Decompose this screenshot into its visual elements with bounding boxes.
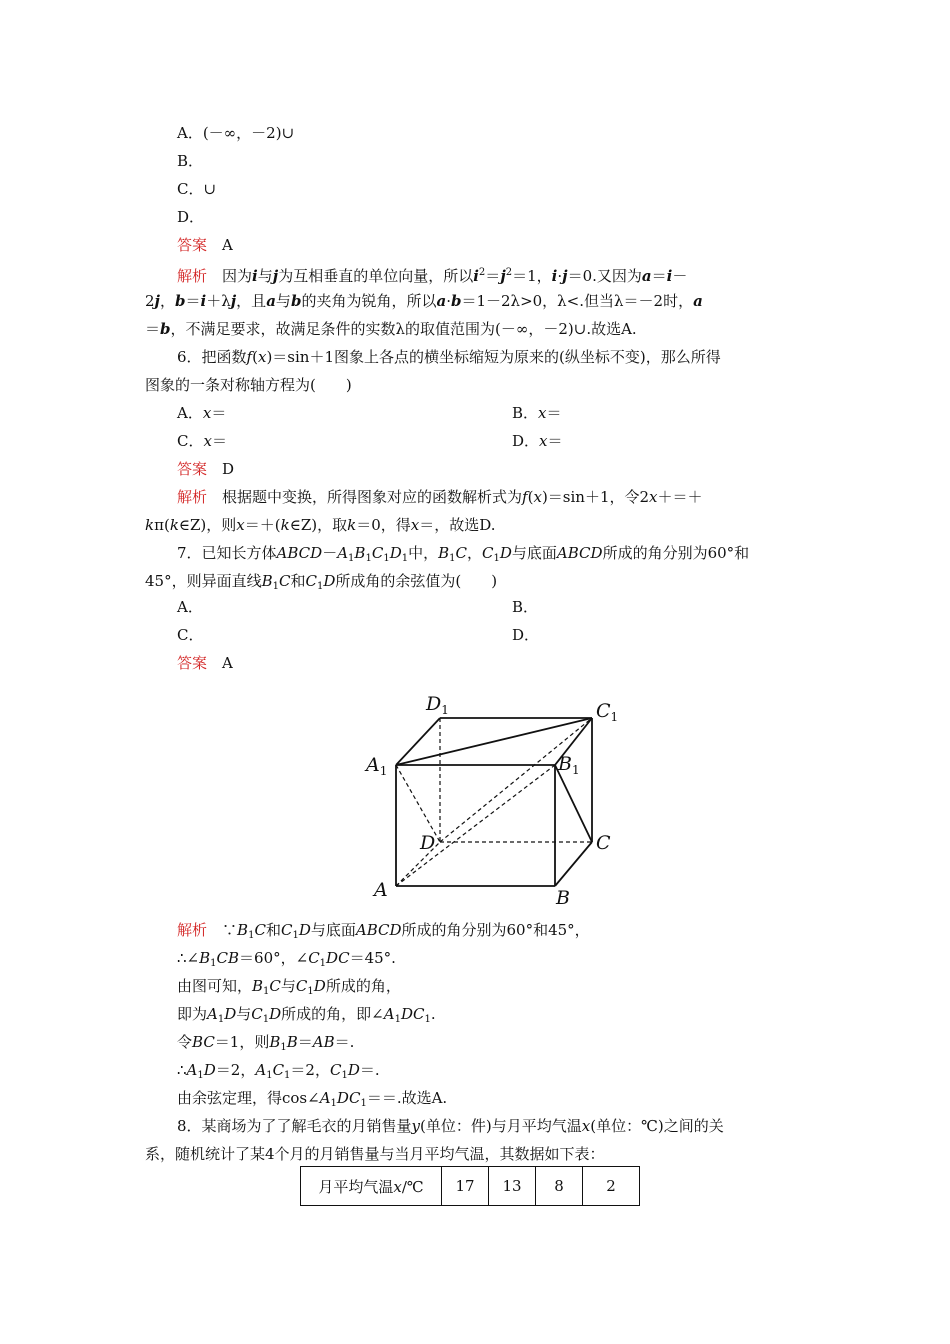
q8-stem-line-1 (177, 1116, 724, 1136)
text: ＝ (485, 267, 501, 285)
var: C (482, 544, 494, 562)
text: (单位：℃)之间的关 (590, 1117, 724, 1135)
q5-option-c: C．∪ (177, 180, 217, 198)
text: /℃ (401, 1177, 424, 1196)
q6-stem-line-2: 图象的一条对称轴方程为( ) (145, 376, 352, 394)
cuboid-figure (360, 686, 630, 908)
subscript: 1 (360, 1098, 367, 1109)
text: ，且 (236, 292, 267, 310)
q5-analysis-line-1 (177, 263, 687, 286)
text: ＝. (334, 1033, 355, 1051)
text: ＝，故选D. (419, 516, 496, 534)
q5-option-d: D． (177, 208, 205, 226)
label-b: B (556, 887, 570, 908)
q6-option-b (512, 403, 562, 423)
vector-b: b (290, 292, 302, 310)
table-row (301, 1167, 640, 1206)
text: ＝1， (512, 267, 552, 285)
label-c: C (596, 832, 611, 854)
text: ＝2， (290, 1061, 330, 1079)
q7-analysis-line-4 (177, 1004, 436, 1030)
table-header (301, 1167, 442, 1206)
var: D (298, 921, 311, 939)
text: 与 (275, 292, 291, 310)
var: C (269, 977, 281, 995)
var: A (383, 1005, 395, 1023)
var: C (251, 1005, 263, 1023)
var: D (313, 977, 326, 995)
subscript: 1 (197, 1070, 204, 1081)
text: ＝0.又因为 (567, 267, 642, 285)
q6-analysis-line-1 (177, 487, 703, 507)
q5-answer (177, 235, 233, 255)
superscript: 2 (478, 267, 486, 278)
label-c1: $C_1$ (596, 700, 619, 724)
var-x: x (581, 1117, 591, 1135)
subscript: 1 (248, 930, 255, 941)
var: B (354, 544, 366, 562)
analysis-label: 解析 (177, 267, 208, 285)
text: ∴∠ (177, 949, 200, 967)
q7-analysis-line-3 (177, 976, 401, 1002)
subscript: 1 (217, 1014, 225, 1025)
var: ABCD (276, 544, 323, 562)
q7-option-d: D． (512, 626, 540, 644)
text: ∈Z)，则 (178, 516, 237, 534)
vector-b: b (175, 292, 186, 310)
subscript: 1 (210, 958, 217, 969)
var: C (254, 921, 266, 939)
vector-i: i (666, 267, 673, 285)
text: ＝ (185, 292, 201, 310)
text: 8．某商场为了了解毛衣的月销售量 (177, 1117, 412, 1135)
text: ＝. (359, 1061, 380, 1079)
subscript: 1 (394, 1014, 401, 1025)
text: － (672, 267, 688, 285)
var: B (269, 1033, 281, 1051)
text: ∴ (177, 1061, 187, 1079)
q7-analysis-line-2 (177, 948, 396, 974)
table-cell: 17 (442, 1167, 489, 1206)
text: 所成的角分别为60°和 (602, 544, 750, 562)
vector-a: a (693, 292, 703, 310)
var: C (305, 572, 317, 590)
text: 因为 (222, 267, 253, 285)
q7-option-c: C． (177, 626, 204, 644)
text: 所成的角，即∠ (281, 1005, 384, 1023)
edge-bc (555, 842, 592, 886)
func-f: f (246, 348, 253, 366)
label-b1: $B_1$ (558, 753, 580, 777)
q7-option-b: B． (512, 598, 539, 616)
text: 根据题中变换，所得图象对应的函数解析式为 (222, 488, 523, 506)
vector-i: i (551, 267, 558, 285)
vector-j: j (562, 267, 568, 285)
text: ( (252, 348, 258, 366)
text: ＝ (145, 320, 161, 338)
text: 由余弦定理，得cos∠ (177, 1089, 320, 1107)
text: 和 (290, 572, 306, 590)
var: C (280, 921, 293, 939)
subscript: 1 (424, 1014, 431, 1025)
subscript: 1 (341, 1070, 348, 1081)
subscript: 1 (401, 553, 409, 564)
var: B (252, 977, 264, 995)
var: DC (336, 1089, 361, 1107)
text: )＝sin＋1，令2 (541, 488, 650, 506)
var: BC (192, 1033, 215, 1051)
table-cell: 2 (583, 1167, 640, 1206)
q7-option-a: A． (177, 598, 203, 616)
q6-stem-line-1 (177, 347, 721, 367)
text: ， (159, 292, 175, 310)
text: 中， (408, 544, 439, 562)
var: ABCD (355, 921, 402, 939)
dot: · (557, 267, 563, 285)
var: A (337, 544, 349, 562)
q5-analysis-line-2 (145, 291, 703, 311)
var: A (207, 1005, 218, 1023)
var: C (295, 977, 308, 995)
vector-i: i (200, 292, 207, 310)
text: 与底面 (310, 921, 356, 939)
text: ＝ (546, 404, 562, 422)
table-cell: 13 (489, 1167, 536, 1206)
text: ＝2， (215, 1061, 256, 1079)
q5-analysis-line-3 (145, 319, 637, 339)
q5-option-a: A．(－∞，－2)∪ (177, 124, 295, 142)
subscript: 1 (307, 986, 314, 997)
subscript: 1 (365, 553, 372, 564)
var-x: x (393, 1177, 402, 1196)
q7-stem-line-2 (145, 571, 497, 597)
text: 所成的角， (325, 977, 401, 995)
var-k: k (280, 516, 290, 534)
var-x: x (410, 516, 420, 534)
q7-analysis-line-7 (177, 1088, 447, 1114)
var: A (255, 1061, 267, 1079)
dot: · (446, 292, 451, 310)
text: ＝ (547, 432, 563, 450)
var: DC (326, 949, 350, 967)
text: 与 (236, 1005, 252, 1023)
q6-analysis-line-2 (145, 515, 495, 535)
var-x: x (203, 432, 212, 450)
var: B (237, 921, 249, 939)
text: 与底面 (511, 544, 557, 562)
answer-label: 答案 (177, 460, 208, 478)
text: 的夹角为锐角，所以 (301, 292, 437, 310)
q6-option-c (177, 431, 227, 451)
subscript: 1 (280, 1042, 287, 1053)
var: C (308, 949, 320, 967)
var: B (286, 1033, 298, 1051)
var-x: x (236, 516, 245, 534)
var: C (455, 544, 467, 562)
label-d1: $D_1$ (426, 693, 449, 717)
answer-value: A (222, 654, 233, 672)
text: 与 (280, 977, 296, 995)
vector-j: j (230, 292, 237, 310)
var: C (371, 544, 384, 562)
label-d: D (420, 832, 436, 854)
var: C (279, 572, 291, 590)
vector-a: a (266, 292, 276, 310)
label-a1: $A_1$ (366, 754, 388, 778)
text: ＝ (211, 432, 227, 450)
text: 月平均气温 (318, 1177, 394, 1196)
text: 2 (145, 292, 155, 310)
var-x: x (649, 488, 658, 506)
var: D (203, 1061, 216, 1079)
subscript: 1 (262, 1014, 270, 1025)
q7-analysis-line-6 (177, 1060, 380, 1086)
hidden-diagonal-ab1 (396, 765, 555, 886)
text: π( (154, 516, 170, 534)
q7-analysis-line-1 (177, 920, 590, 946)
text: 令 (177, 1033, 193, 1051)
var: AB (312, 1033, 335, 1051)
text: )＝sin＋1图象上各点的横坐标缩短为原来的(纵坐标不变)，那么所得 (266, 348, 721, 366)
text: (单位：件)与月平均气温 (420, 1117, 582, 1135)
data-table (300, 1166, 640, 1206)
subscript: 1 (330, 1098, 337, 1109)
var: C (329, 1061, 342, 1079)
var: B (199, 949, 211, 967)
answer-label: 答案 (177, 654, 208, 672)
var: D (224, 1005, 237, 1023)
text: 所成的角分别为60°和45°， (401, 921, 590, 939)
var: ABCD (556, 544, 603, 562)
var-x: x (539, 432, 548, 450)
text: 为互相垂直的单位向量，所以 (278, 267, 474, 285)
superscript: 2 (505, 267, 513, 278)
var-x: x (538, 404, 547, 422)
vector-i: i (252, 267, 258, 285)
text: － (322, 544, 338, 562)
text: 7．已知长方体 (177, 544, 277, 562)
text: . (430, 1005, 436, 1023)
var-k: k (347, 516, 357, 534)
subscript: 1 (263, 986, 270, 997)
text: ＝ (651, 267, 667, 285)
vector-i: i (473, 267, 479, 285)
q6-answer (177, 459, 234, 479)
var-k: k (169, 516, 179, 534)
var: DC (400, 1005, 425, 1023)
text: ＋λ (206, 292, 231, 310)
text: ，不满足要求，故满足条件的实数λ的取值范围为(－∞，－2)∪.故选A. (170, 320, 637, 338)
subscript: 1 (272, 581, 279, 592)
answer-value: D (222, 460, 235, 478)
subscript: 1 (266, 1070, 273, 1081)
table-cell: 8 (536, 1167, 583, 1206)
var: D (269, 1005, 282, 1023)
text: 45°，则异面直线 (145, 572, 262, 590)
text: ( (527, 488, 534, 506)
subscript: 1 (493, 553, 500, 564)
vector-j: j (272, 267, 279, 285)
var-k: k (145, 516, 155, 534)
vector-a: a (436, 292, 447, 310)
subscript: 1 (383, 553, 390, 564)
text: ＝1－2λ>0，λ<.但当λ＝－2时， (461, 292, 694, 310)
text: 6．把函数 (177, 348, 247, 366)
var: A (186, 1061, 198, 1079)
label-a: A (374, 879, 388, 901)
var-x: x (202, 404, 212, 422)
var: C (272, 1061, 285, 1079)
text: ＝ (297, 1033, 313, 1051)
text: ＝ (211, 404, 227, 422)
hidden-diagonal-a1d (396, 765, 440, 842)
var: CB (216, 949, 240, 967)
edge-a1d1 (396, 718, 440, 765)
func-f: f (522, 488, 528, 506)
subscript: 1 (319, 958, 327, 969)
text: ， (467, 544, 483, 562)
analysis-label: 解析 (177, 488, 208, 506)
analysis-label: 解析 (177, 921, 208, 939)
q5-option-b: B． (177, 152, 204, 170)
var: D (347, 1061, 360, 1079)
subscript: 1 (292, 930, 299, 941)
text: B． (512, 404, 539, 422)
vector-b: b (160, 320, 171, 338)
text: ＋＝＋ (657, 488, 703, 506)
text: 和 (265, 921, 281, 939)
vector-j: j (500, 267, 506, 285)
var-x: x (257, 348, 267, 366)
var: D (499, 544, 512, 562)
subscript: 1 (284, 1070, 291, 1081)
text: A． (177, 404, 203, 422)
text: ＝＋( (244, 516, 281, 534)
text: 即为 (177, 1005, 208, 1023)
text: 与 (257, 267, 273, 285)
var: D (389, 544, 402, 562)
subscript: 1 (316, 581, 324, 592)
text: ∈Z)，取 (289, 516, 348, 534)
var: D (323, 572, 336, 590)
text: ＝60°，∠ (239, 949, 309, 967)
var: A (319, 1089, 331, 1107)
q8-stem-line-2: 系，随机统计了某4个月的月销售量与当月平均气温，其数据如下表： (145, 1145, 605, 1163)
text: ＝1，则 (214, 1033, 270, 1051)
text: D． (512, 432, 540, 450)
text: 所成角的余弦值为( ) (335, 572, 498, 590)
vector-j: j (154, 292, 160, 310)
q7-answer (177, 653, 233, 673)
q6-option-a (177, 403, 226, 423)
text: ＝0，得 (356, 516, 411, 534)
text: C． (177, 432, 204, 450)
text: ＝＝.故选A. (366, 1089, 448, 1107)
subscript: 1 (348, 553, 355, 564)
q6-option-d (512, 431, 563, 451)
q7-analysis-line-5 (177, 1032, 354, 1058)
var-y: y (411, 1117, 421, 1135)
answer-value: A (222, 236, 233, 254)
text: ＝45°. (349, 949, 396, 967)
answer-label: 答案 (177, 236, 208, 254)
text: ∵ (222, 921, 238, 939)
var: B (438, 544, 450, 562)
vector-b: b (450, 292, 462, 310)
q7-stem-line-1 (177, 543, 749, 569)
vector-a: a (641, 267, 652, 285)
var-x: x (533, 488, 542, 506)
subscript: 1 (449, 553, 456, 564)
text: 由图可知， (177, 977, 253, 995)
var: B (261, 572, 273, 590)
